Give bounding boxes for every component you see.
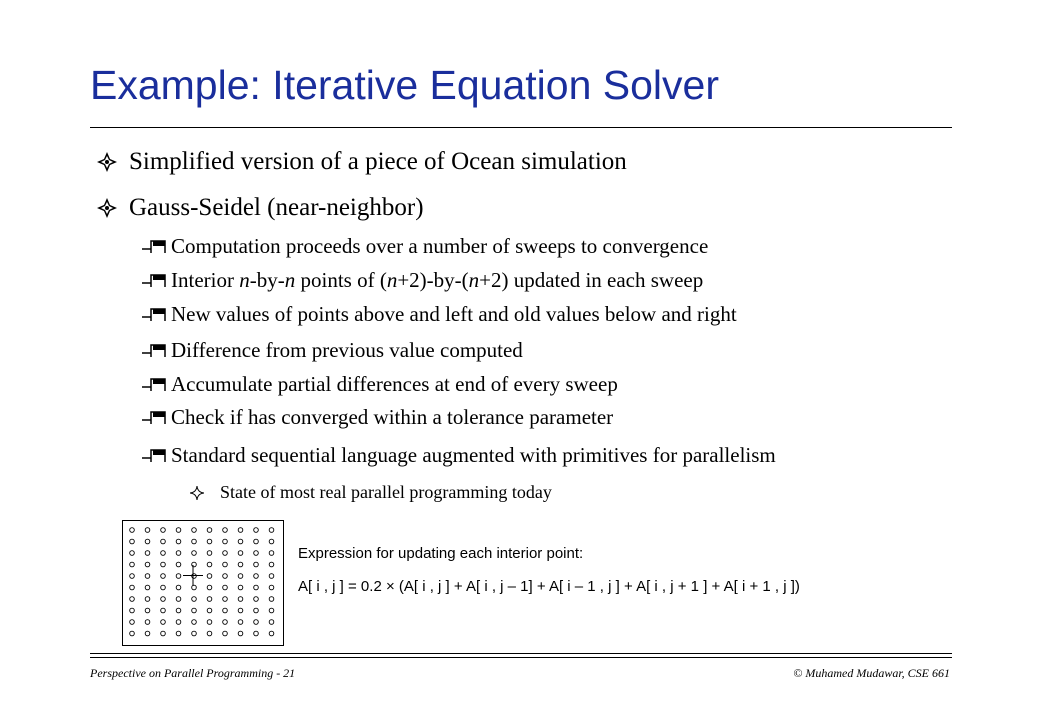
dash-box-icon xyxy=(140,446,170,466)
footer-divider-second xyxy=(90,657,952,658)
grid-point xyxy=(238,608,243,613)
stencil-cross xyxy=(183,565,203,586)
sub-bullet-text: Standard sequential language augmented with primitives for parallelism xyxy=(171,443,776,467)
bullet-text: Gauss-Seidel (near-neighbor) xyxy=(129,194,424,221)
grid-point xyxy=(192,597,197,602)
grid-point xyxy=(254,551,259,556)
grid-point xyxy=(176,551,181,556)
grid-point xyxy=(145,608,150,613)
grid-point xyxy=(145,562,150,567)
dash-box-icon xyxy=(140,341,170,361)
grid-point xyxy=(254,597,259,602)
grid-point xyxy=(238,528,243,533)
grid-point xyxy=(238,574,243,579)
grid-point xyxy=(192,620,197,625)
sub-bullet-text: Accumulate partial differences at end of every sweep xyxy=(171,372,618,396)
sub-bullet-interior xyxy=(140,268,703,293)
grid-point xyxy=(130,528,135,533)
grid-point xyxy=(130,585,135,590)
dash-box-icon xyxy=(140,271,170,291)
grid-point xyxy=(145,551,150,556)
grid-point xyxy=(192,539,197,544)
bullet-text: Simplified version of a piece of Ocean simulation xyxy=(129,148,627,175)
grid-point xyxy=(176,620,181,625)
grid-point xyxy=(207,574,212,579)
point-grid xyxy=(123,521,282,644)
grid-point xyxy=(238,620,243,625)
grid-point xyxy=(223,539,228,544)
grid-point xyxy=(207,585,212,590)
grid-point xyxy=(223,631,228,636)
grid-point xyxy=(176,528,181,533)
grid-point xyxy=(145,631,150,636)
grid-point xyxy=(223,551,228,556)
grid-point xyxy=(130,574,135,579)
sub-bullet-computation xyxy=(140,234,708,259)
grid-point xyxy=(238,551,243,556)
grid-point xyxy=(161,528,166,533)
grid-point xyxy=(254,539,259,544)
grid-point xyxy=(176,539,181,544)
grid-point xyxy=(130,562,135,567)
grid-point xyxy=(130,631,135,636)
update-expression: A[ i , j ] = 0.2 × (A[ i , j ] + A[ i , j – 1] + A[ i – 1 , j ] + A[ i , j + 1 ] + A[ i + 1 , j ]) xyxy=(298,578,800,595)
grid-point xyxy=(254,574,259,579)
sub-bullet-text: Difference from previous value computed xyxy=(171,338,523,362)
grid-point xyxy=(161,631,166,636)
grid-point xyxy=(130,551,135,556)
grid-point xyxy=(254,631,259,636)
grid-point xyxy=(223,620,228,625)
dash-box-icon xyxy=(140,305,170,325)
grid-point xyxy=(269,631,274,636)
grid-point xyxy=(130,597,135,602)
sub-bullet-converged xyxy=(140,405,613,430)
grid-point xyxy=(207,631,212,636)
grid-point xyxy=(145,597,150,602)
grid-point xyxy=(161,585,166,590)
grid-point xyxy=(238,585,243,590)
grid-point xyxy=(254,585,259,590)
bullet-gauss-seidel xyxy=(97,194,424,222)
grid-point xyxy=(223,528,228,533)
grid-point xyxy=(161,574,166,579)
grid-point xyxy=(269,620,274,625)
grid-point xyxy=(207,597,212,602)
grid-point xyxy=(238,597,243,602)
sub-sub-bullet-state xyxy=(190,482,552,503)
grid-point xyxy=(207,551,212,556)
grid-point xyxy=(238,562,243,567)
slide-title: Example: Iterative Equation Solver xyxy=(90,62,719,108)
grid-point xyxy=(207,539,212,544)
sub-bullet-text: New values of points above and left and old values below and right xyxy=(171,302,737,326)
grid-point xyxy=(176,574,181,579)
grid-point xyxy=(176,562,181,567)
grid-point xyxy=(161,608,166,613)
grid-point xyxy=(192,631,197,636)
footer-left: Perspective on Parallel Programming - 21 xyxy=(90,666,296,680)
sub-bullet-difference xyxy=(140,338,523,363)
grid-point xyxy=(207,620,212,625)
sub-bullet-standard xyxy=(140,443,776,468)
grid-point xyxy=(254,528,259,533)
grid-point xyxy=(238,539,243,544)
sub-bullet-text: Computation proceeds over a number of sweeps to convergence xyxy=(171,234,709,258)
grid-point xyxy=(145,585,150,590)
grid-point xyxy=(161,597,166,602)
bullet-simplified xyxy=(97,148,627,176)
grid-point xyxy=(254,620,259,625)
grid-point xyxy=(223,574,228,579)
grid-point xyxy=(269,574,274,579)
grid-point xyxy=(130,620,135,625)
grid-point xyxy=(254,608,259,613)
grid-point xyxy=(176,608,181,613)
grid-point xyxy=(192,585,197,590)
grid-point xyxy=(269,528,274,533)
grid-point xyxy=(223,608,228,613)
four-petal-diamond-icon xyxy=(97,152,117,172)
grid-point xyxy=(176,631,181,636)
grid-point xyxy=(254,562,259,567)
grid-point xyxy=(269,551,274,556)
dash-box-icon xyxy=(140,408,170,428)
grid-point xyxy=(161,620,166,625)
grid-point xyxy=(145,539,150,544)
grid-point xyxy=(130,608,135,613)
dash-box-icon xyxy=(140,375,170,395)
grid-point xyxy=(207,608,212,613)
grid-point xyxy=(269,597,274,602)
grid-point xyxy=(238,631,243,636)
footer-right: © Muhamed Mudawar, CSE 661 xyxy=(793,666,950,680)
four-petal-diamond-icon xyxy=(97,198,117,218)
sub-bullet-accumulate xyxy=(140,372,618,397)
sub-bullet-text: Check if has converged within a tolerance parameter xyxy=(171,405,614,429)
grid-point xyxy=(176,585,181,590)
dash-box-icon xyxy=(140,237,170,257)
grid-point xyxy=(192,608,197,613)
grid-point xyxy=(269,608,274,613)
grid-point xyxy=(223,562,228,567)
four-point-star-icon xyxy=(190,486,204,500)
grid-point xyxy=(145,528,150,533)
grid-point xyxy=(269,585,274,590)
grid-diagram xyxy=(122,520,284,646)
grid-point xyxy=(207,528,212,533)
sub-bullet-new-values xyxy=(140,302,737,327)
grid-point xyxy=(192,528,197,533)
expression-caption: Expression for updating each interior point: xyxy=(298,545,584,562)
grid-point xyxy=(145,620,150,625)
grid-point xyxy=(161,551,166,556)
grid-point xyxy=(145,574,150,579)
grid-point xyxy=(161,539,166,544)
footer-divider xyxy=(90,653,952,654)
grid-point xyxy=(130,539,135,544)
grid-point xyxy=(223,597,228,602)
grid-point xyxy=(207,562,212,567)
grid-point xyxy=(223,585,228,590)
title-divider xyxy=(90,127,952,128)
sub-sub-bullet-text: State of most real parallel programming today xyxy=(220,482,552,502)
grid-point xyxy=(269,562,274,567)
sub-bullet-text: Interior n-by-n points of (n+2)-by-(n+2) updated in each sweep xyxy=(171,268,704,292)
grid-point xyxy=(269,539,274,544)
grid-point xyxy=(161,562,166,567)
grid-point xyxy=(176,597,181,602)
grid-point xyxy=(192,562,197,567)
grid-point xyxy=(192,551,197,556)
